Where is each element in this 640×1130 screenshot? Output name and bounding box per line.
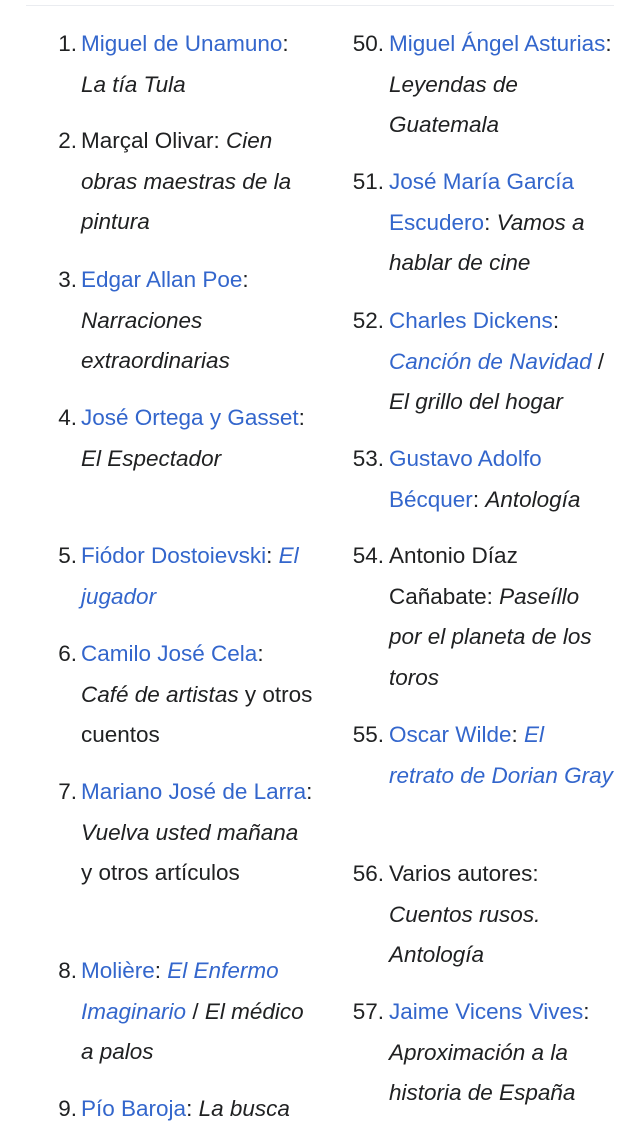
list-item <box>58 772 313 894</box>
item-number: 4. <box>58 405 77 430</box>
author-link[interactable]: José María García Escudero <box>389 169 575 235</box>
separator: : <box>472 486 486 512</box>
item-number: 2. <box>58 128 77 153</box>
book-title: El grillo del hogar <box>389 389 563 414</box>
list-item <box>352 24 614 146</box>
title-separator: / <box>591 348 605 374</box>
book-title-link[interactable]: El jugador <box>81 543 299 609</box>
book-title: Cien obras maestras de la pintura <box>81 128 292 234</box>
author-name: Antonio Díaz Cañabate <box>389 543 518 609</box>
item-number: 56. <box>352 861 384 886</box>
separator: : <box>282 31 289 56</box>
item-number: 51. <box>352 169 384 194</box>
list-item <box>58 121 313 243</box>
author-link[interactable]: Oscar Wilde <box>389 722 512 747</box>
list-item <box>58 634 313 756</box>
separator: : <box>257 641 264 666</box>
separator: : <box>298 405 305 430</box>
item-number: 1. <box>58 31 77 56</box>
separator: : <box>213 128 227 153</box>
item-number: 7. <box>58 779 77 804</box>
book-title: Narraciones extraordinarias <box>81 307 230 373</box>
top-divider <box>26 5 614 6</box>
separator: : <box>242 267 249 292</box>
list-item <box>352 715 614 796</box>
author-link[interactable]: Edgar Allan Poe <box>81 267 243 292</box>
author-name: Varios autores <box>389 861 533 886</box>
item-number: 52. <box>352 308 384 333</box>
separator: : <box>583 999 590 1024</box>
list-item <box>352 992 614 1114</box>
book-title-link[interactable]: Canción de Navidad <box>389 348 592 374</box>
author-link[interactable]: Gustavo Adolfo Bécquer <box>389 446 542 512</box>
item-number: 54. <box>352 543 384 568</box>
book-title: Café de artistas <box>81 681 239 707</box>
item-number: 53. <box>352 446 384 471</box>
book-title: Vamos a hablar de cine <box>389 209 585 275</box>
author-link[interactable]: Jaime Vicens Vives <box>389 999 584 1024</box>
item-number: 55. <box>352 722 384 747</box>
item-number: 50. <box>352 31 384 56</box>
book-title-link[interactable]: El Enfermo Imaginario <box>81 958 279 1024</box>
item-number: 5. <box>58 543 77 568</box>
list-item <box>352 301 614 423</box>
separator: : <box>266 543 279 568</box>
item-number: 3. <box>58 267 77 292</box>
author-link[interactable]: Pío Baroja <box>81 1096 187 1121</box>
list-item <box>352 536 614 698</box>
author-name: Marçal Olivar <box>81 128 214 153</box>
book-title: La tía Tula <box>81 71 186 97</box>
book-title: Leyendas de Guatemala <box>389 71 518 137</box>
book-title: Cuentos rusos. Antología <box>389 901 541 967</box>
separator: : <box>486 583 500 609</box>
author-link[interactable]: Charles Dickens <box>389 308 553 333</box>
list-item <box>58 1089 313 1130</box>
separator: : <box>532 861 539 886</box>
list-item <box>58 260 313 382</box>
separator: : <box>511 722 525 747</box>
author-link[interactable]: Molière <box>81 958 155 983</box>
separator: : <box>484 209 497 235</box>
book-title-link[interactable]: El retrato de Dorian Gray <box>389 722 613 788</box>
list-item <box>58 398 313 479</box>
separator: : <box>605 31 612 56</box>
list-item <box>58 24 313 105</box>
author-link[interactable]: Mariano José de Larra <box>81 779 307 804</box>
author-link[interactable]: Camilo José Cela <box>81 641 258 666</box>
item-number: 6. <box>58 641 77 666</box>
separator: : <box>306 779 313 804</box>
title-suffix: y otros artículos <box>81 860 240 885</box>
list-item <box>352 439 614 520</box>
separator: : <box>186 1096 199 1121</box>
list-item <box>58 536 313 617</box>
book-title: El Espectador <box>81 445 222 471</box>
title-separator: / <box>186 998 205 1024</box>
list-item <box>58 951 313 1073</box>
author-link[interactable]: Miguel de Unamuno <box>81 31 283 56</box>
book-title: Vuelva usted mañana <box>81 819 299 845</box>
title-suffix: y otros cuentos <box>81 681 313 747</box>
author-link[interactable]: José Ortega y Gasset <box>81 405 299 430</box>
separator: : <box>154 958 168 983</box>
book-title: La busca <box>198 1096 290 1121</box>
item-number: 57. <box>352 999 384 1024</box>
book-title: Aproximación a la historia de España <box>389 1039 576 1105</box>
item-number: 9. <box>58 1096 77 1121</box>
book-title: El médico a palos <box>81 998 304 1064</box>
book-title: Paseíllo por el planeta de los toros <box>389 583 592 690</box>
separator: : <box>552 308 560 333</box>
author-link[interactable]: Fiódor Dostoievski <box>81 543 267 568</box>
author-link[interactable]: Miguel Ángel Asturias <box>389 31 606 56</box>
item-number: 8. <box>58 958 77 983</box>
list-item <box>352 854 614 976</box>
list-item <box>352 162 614 284</box>
book-title: Antología <box>485 486 581 512</box>
